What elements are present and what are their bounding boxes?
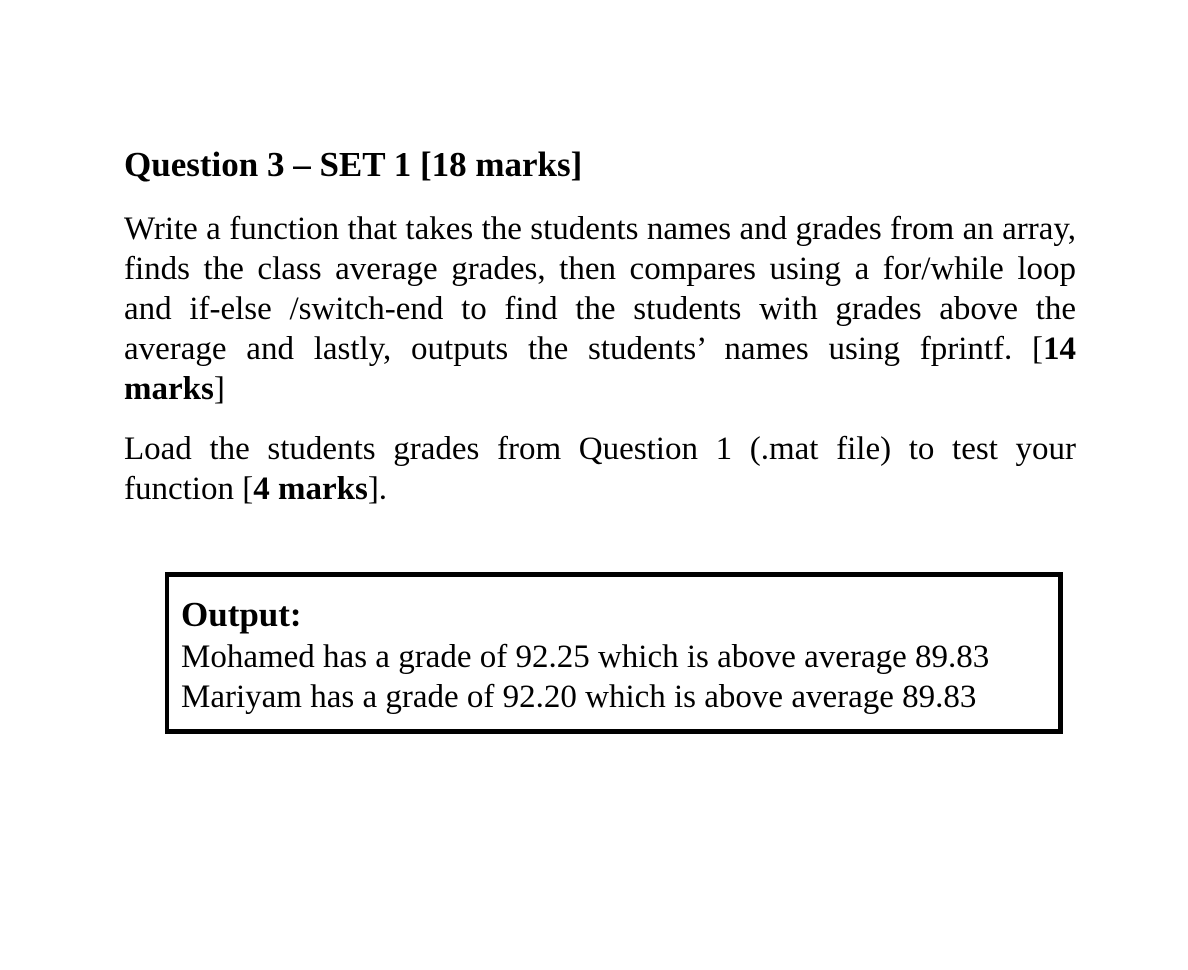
instructions-text: Write a function that takes the students names and grades from an array, finds the class average grades, then compares using a for/while loop and if-else /switch-end to find the students with grades above the average and lastly, outputs the students’ names using fprintf. [	[124, 211, 1076, 367]
output-title: Output:	[181, 595, 302, 634]
output-line: Mohamed has a grade of 92.25 which is above average 89.83	[181, 639, 990, 675]
test-instructions-text: Load the students grades from Question 1 (.mat file) to test your function [	[124, 431, 1076, 507]
question-heading: Question 3 – SET 1 [18 marks]	[124, 145, 583, 184]
output-box	[165, 572, 1063, 734]
output-line: Mariyam has a grade of 92.20 which is above average 89.83	[181, 679, 977, 715]
instructions-marks: 14 marks	[124, 331, 1076, 407]
test-instructions	[124, 429, 1076, 509]
test-instructions-marks: 4 marks	[253, 471, 368, 507]
question-instructions	[124, 209, 1076, 409]
instructions-close: ]	[213, 371, 225, 407]
test-instructions-close: ].	[367, 471, 388, 507]
